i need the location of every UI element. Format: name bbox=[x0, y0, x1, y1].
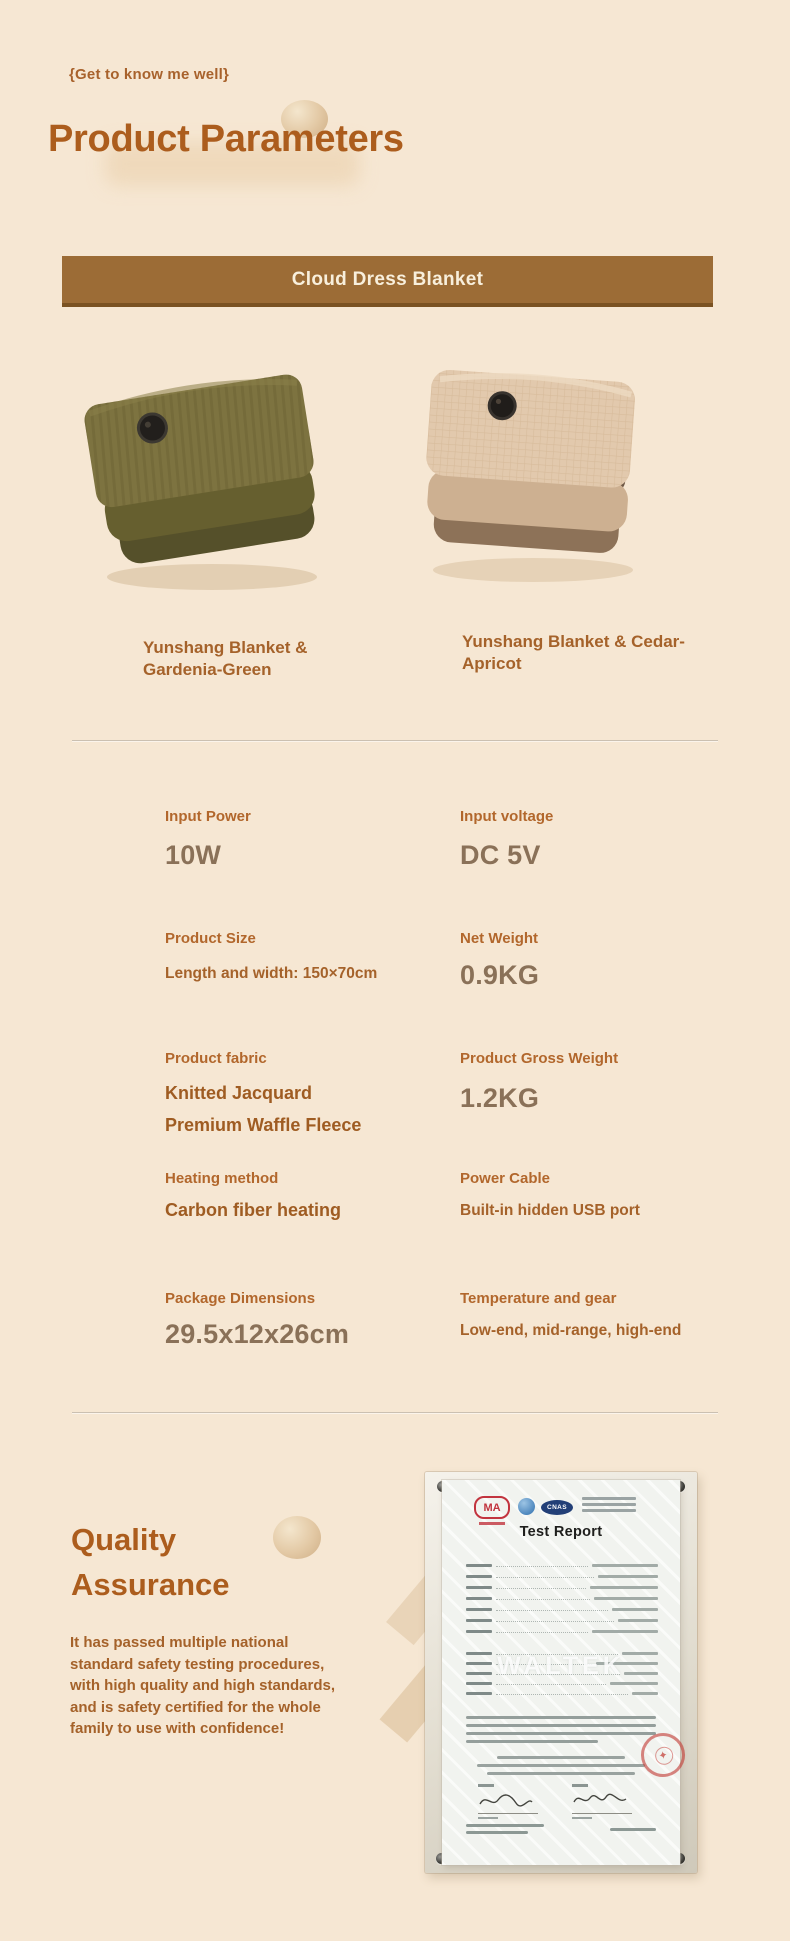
spec-heating-method: Heating method Carbon fiber heating bbox=[165, 1170, 342, 1220]
quality-title: Quality Assurance bbox=[71, 1522, 230, 1602]
signature bbox=[478, 1784, 540, 1819]
spec-input-voltage: Input voltage DC 5V bbox=[460, 808, 554, 870]
cert-field-row bbox=[466, 1608, 658, 1611]
spec-product-size: Product Size Length and width: 150×70cm bbox=[165, 930, 378, 982]
spec-package-dimensions: Package Dimensions 29.5x12x26cm bbox=[165, 1290, 350, 1349]
cert-page-number-line bbox=[610, 1828, 656, 1831]
cert-company-line bbox=[487, 1772, 635, 1775]
section-banner bbox=[62, 256, 713, 307]
spec-temperature-gear: Temperature and gear Low-end, mid-range, high-end bbox=[460, 1290, 682, 1339]
red-seal-stamp-icon: ✦ bbox=[637, 1729, 689, 1781]
blanket-image-green bbox=[72, 352, 342, 602]
cert-field-row bbox=[466, 1682, 658, 1685]
cert-footer-line bbox=[466, 1831, 528, 1834]
banner-label: Cloud Dress Blanket bbox=[291, 268, 484, 290]
cert-text-line bbox=[466, 1740, 598, 1743]
cert-company-line bbox=[497, 1756, 625, 1759]
eyebrow-text: {Get to know me well} bbox=[69, 66, 230, 83]
accreditation-logo-icon bbox=[518, 1498, 535, 1515]
power-button-icon bbox=[488, 392, 516, 420]
cert-field-row bbox=[466, 1575, 658, 1578]
test-report-certificate bbox=[425, 1472, 697, 1873]
blanket-image-apricot bbox=[398, 352, 670, 597]
signature bbox=[572, 1784, 634, 1819]
brand-watermark: WALTEK bbox=[497, 1652, 625, 1680]
cert-field-row bbox=[466, 1619, 658, 1622]
cert-company-line bbox=[477, 1764, 645, 1767]
spec-gross-weight: Product Gross Weight 1.2KG bbox=[460, 1050, 619, 1113]
cert-text-line bbox=[466, 1716, 656, 1719]
spec-product-fabric: Product fabric Knitted Jacquard Premium Waffle Fleece bbox=[165, 1050, 362, 1135]
decor-oval bbox=[273, 1516, 321, 1559]
logo-caption-lines bbox=[582, 1497, 636, 1515]
divider bbox=[72, 740, 718, 741]
cert-field-row bbox=[466, 1692, 658, 1695]
spec-input-power: Input Power 10W bbox=[165, 808, 251, 870]
certificate-document bbox=[442, 1480, 680, 1865]
product-caption-apricot: Yunshang Blanket & Cedar- Apricot bbox=[462, 632, 685, 673]
cert-footer-line bbox=[466, 1824, 544, 1827]
certificate-title: Test Report bbox=[519, 1524, 603, 1540]
cma-logo: MA bbox=[474, 1496, 510, 1519]
quality-body: It has passed multiple national standard safety testing procedures, with high quality and high standards, and is safety certified for the whole family to use with confidence! bbox=[70, 1634, 336, 1737]
cert-field-row bbox=[466, 1564, 658, 1567]
cert-field-row bbox=[466, 1630, 658, 1633]
cert-text-line bbox=[466, 1724, 656, 1727]
spec-power-cable: Power Cable Built-in hidden USB port bbox=[460, 1170, 640, 1219]
spec-net-weight: Net Weight 0.9KG bbox=[460, 930, 540, 990]
page-title: Product Parameters bbox=[48, 118, 404, 160]
cnas-logo: CNAS bbox=[541, 1500, 573, 1515]
cert-field-row bbox=[466, 1586, 658, 1589]
product-caption-green: Yunshang Blanket & Gardenia-Green bbox=[143, 638, 308, 679]
divider bbox=[72, 1412, 718, 1413]
cert-field-row bbox=[466, 1597, 658, 1600]
cert-text-line bbox=[466, 1732, 656, 1735]
